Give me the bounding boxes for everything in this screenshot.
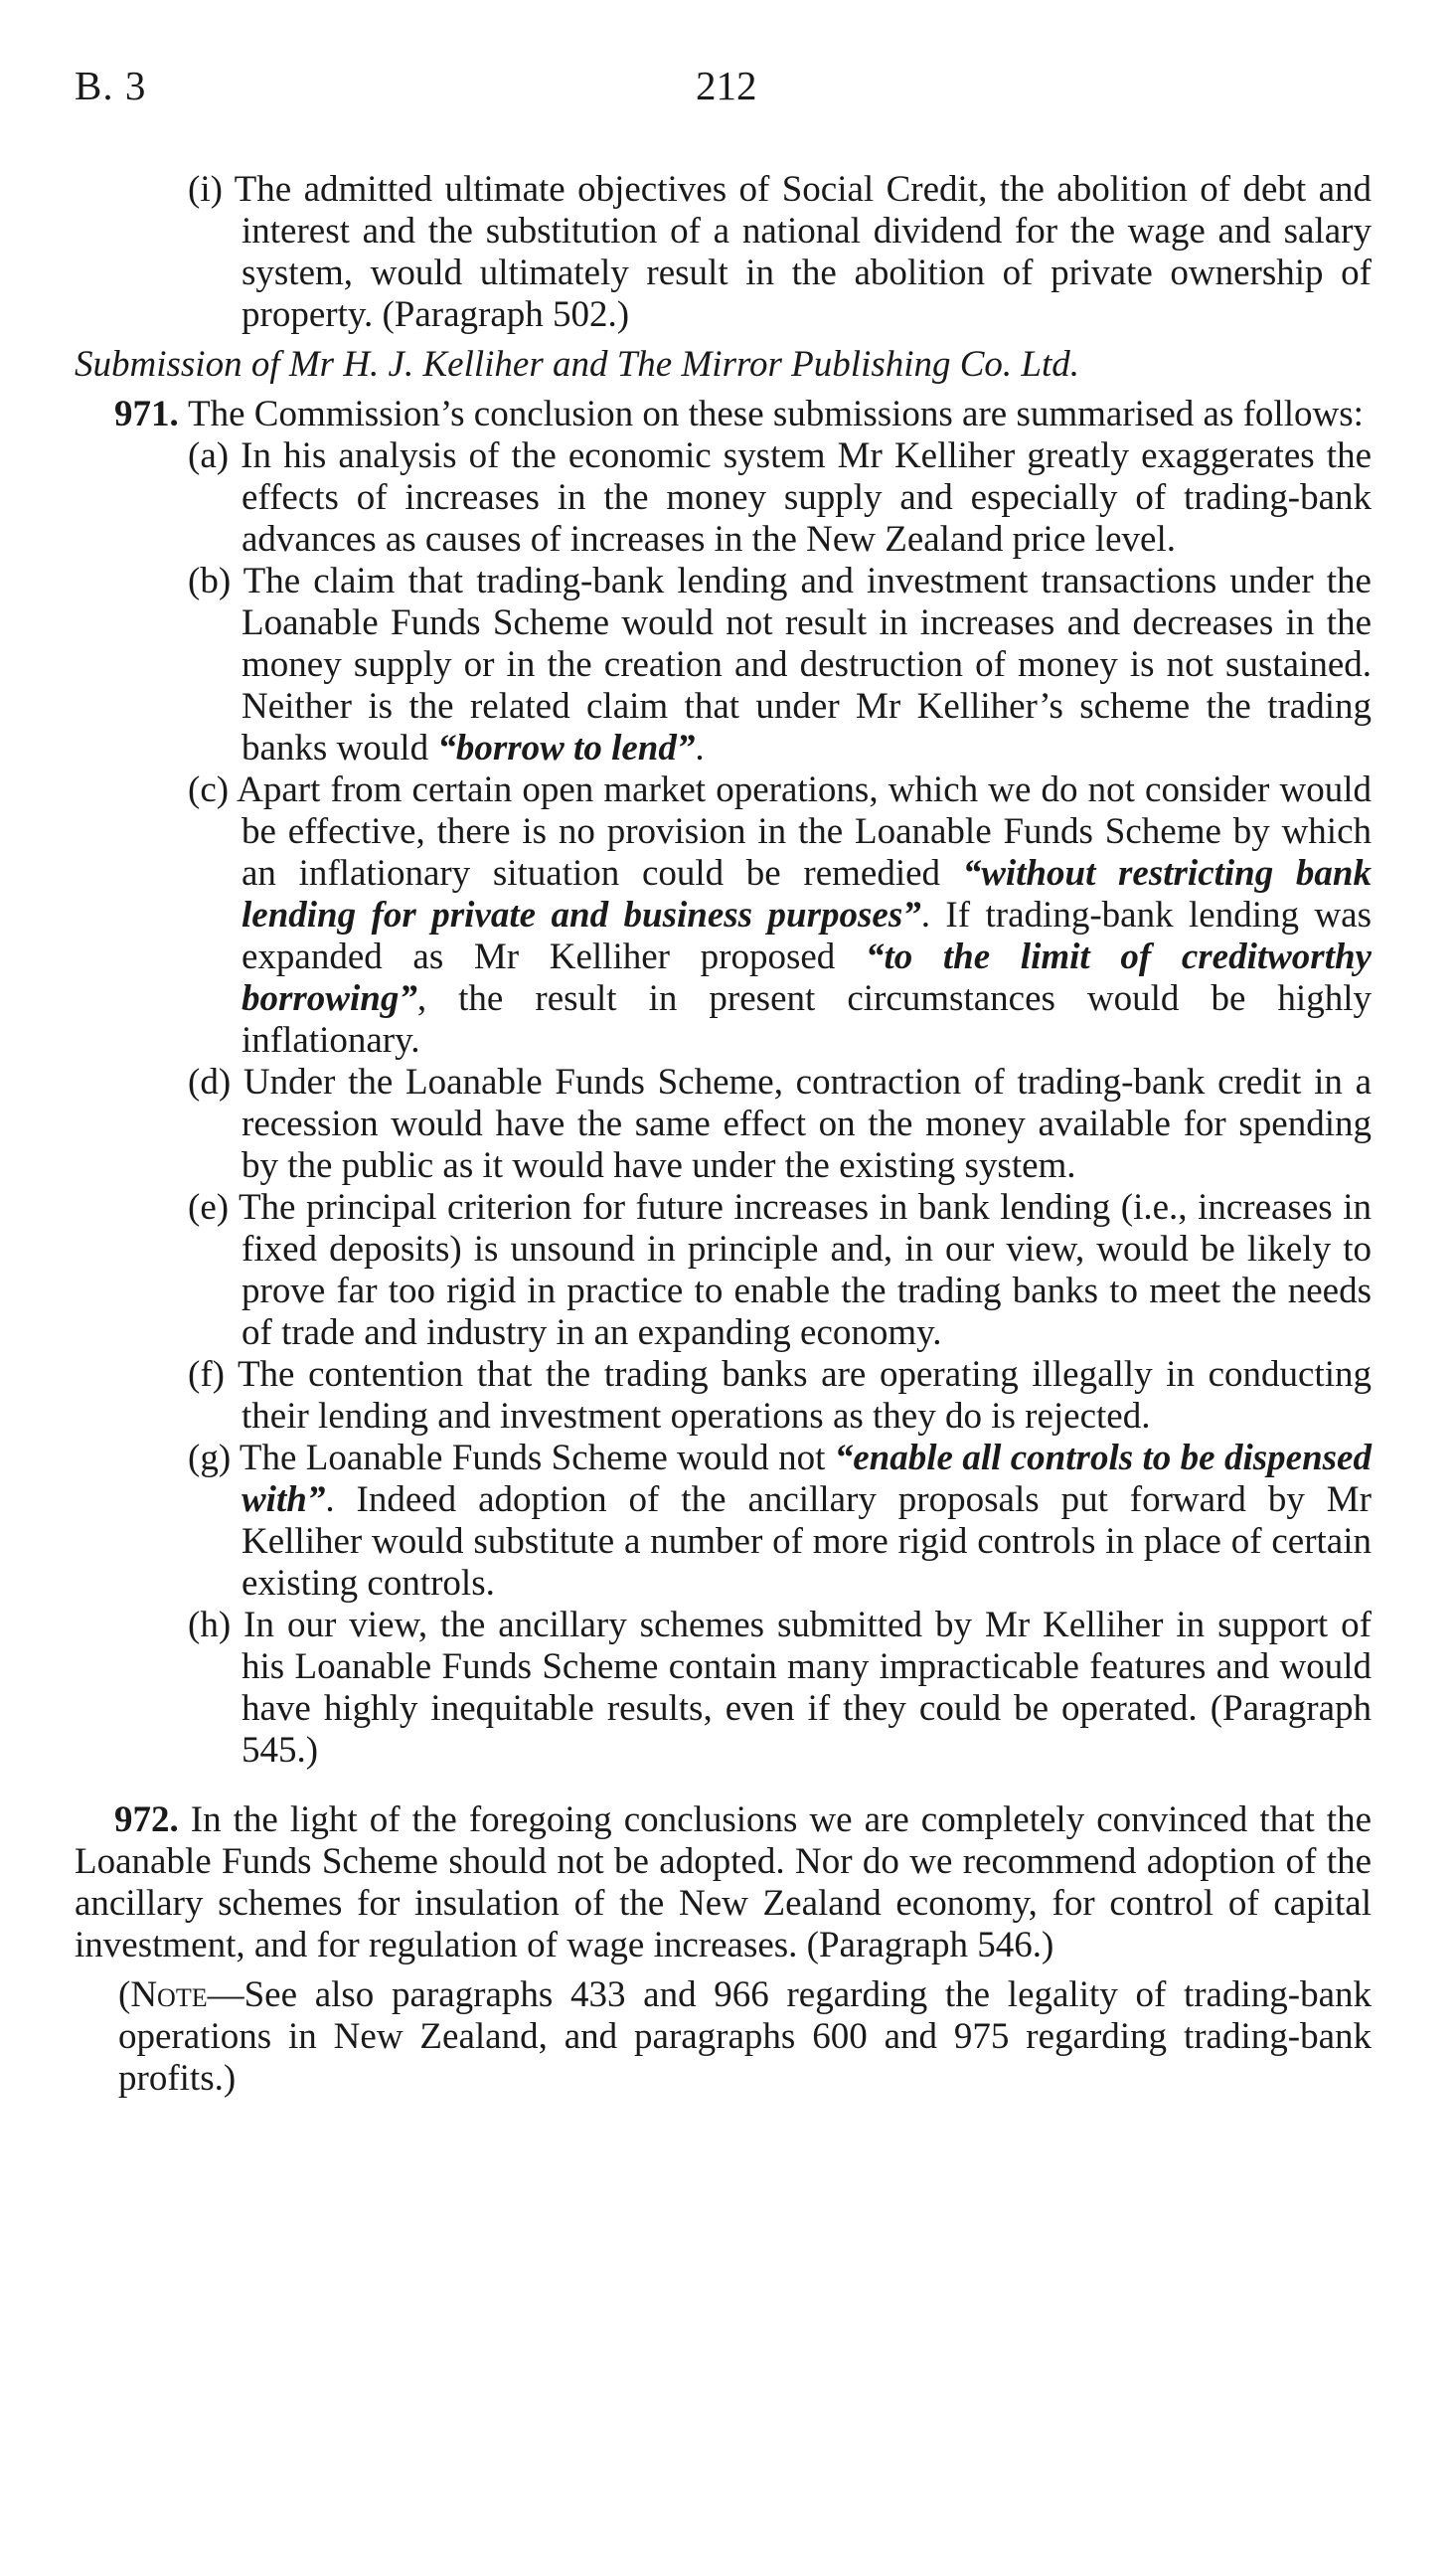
list-item-text-end: . Indeed adoption of the ancillary proposals put forward by Mr Kelliher would substitute a number of more rigid controls in place of certain existing controls. [242, 1479, 1372, 1604]
paragraph-number: 971. [114, 394, 188, 434]
list-item-text: The admitted ultimate objectives of Social Credit, the abolition of debt and interest and the substitution of a national dividend for the wage and salary system, would ultimately result in the abolition of private ownership of property. (Paragraph 502.) [234, 169, 1372, 335]
paragraph-text: The Commission’s conclusion on these submissions are summarised as follows: [188, 394, 1364, 434]
list-item-text: Under the Loanable Funds Scheme, contraction of trading-bank credit in a recession would have the same effect on the money available for spending by the public as it would have under the existing system. [242, 1062, 1373, 1186]
list-item-b [75, 561, 1372, 769]
list-item-label: (d) [188, 1062, 232, 1103]
list-item-text: The Loanable Funds Scheme would not [239, 1438, 835, 1478]
list-item-f [75, 1354, 1372, 1438]
paragraph-text: In the light of the foregoing conclusions we are completely convinced that the Loanable Funds Scheme should not be adopted. Nor do we recommend adoption of the ancillary schemes for insulation of the New Zealand economy, for control of capital investment, and for regulation of wage increases. (Paragraph 546.) [75, 1799, 1373, 1965]
paragraph-number: 972. [114, 1799, 191, 1840]
list-item-label: (c) [188, 769, 230, 810]
list-item-text: The contention that the trading banks are operating illegally in conducting their lending and investment operations as they do is rejected. [237, 1354, 1372, 1437]
list-item-c [75, 769, 1372, 1062]
list-item-d [75, 1062, 1372, 1187]
paragraph-971 [75, 394, 1372, 435]
page-header [75, 62, 1381, 121]
note-text: —See also paragraphs 433 and 966 regarding the legality of trading-bank operations in New Zealand, and paragraphs 600 and 975 regarding trading-bank profits.) [118, 1974, 1372, 2099]
list-item-text: The claim that trading-bank lending and investment transactions under the Loanable Funds Scheme would not result in increases and decreases in the money supply or in the creation and destruction of money is not sustained. Neither is the related claim that under Mr Kelliher’s scheme the trading banks would [242, 561, 1372, 768]
list-item-label: (g) [188, 1438, 232, 1478]
list-item-text-end: , the result in present circumstances would be highly inflationary. [242, 978, 1372, 1061]
note-open-paren: ( [118, 1974, 131, 2015]
list-item-h [75, 1605, 1372, 1772]
list-item-label: (e) [188, 1187, 230, 1228]
list-item-text-mid: . If trading-bank lending was expanded as Mr Kelliher proposed [242, 895, 1372, 977]
list-item-label: (a) [188, 435, 230, 476]
list-item-i [75, 169, 1372, 336]
section-subheading: Submission of Mr H. J. Kelliher and The Mirror Publishing Co. Ltd. [75, 344, 1080, 385]
body-text [75, 169, 1372, 2100]
list-item-text-end: . [695, 728, 705, 768]
report-code: B. 3 [75, 63, 147, 108]
quotation: “without restricting bank lending for private and business purposes” [242, 853, 1372, 936]
list-item-e [75, 1187, 1372, 1354]
list-item-text: The principal criterion for future increases in bank lending (i.e., increases in fixed deposits) is unsound in principle and, in our view, would be likely to prove far too rigid in practice to enable the trading banks to meet the needs of trade and industry in an expanding economy. [238, 1187, 1372, 1353]
paragraph-972 [75, 1799, 1372, 1966]
list-item-text: In his analysis of the economic system Mr Kelliher greatly exaggerates the effects of increases in the money supply and especially of trading-bank advances as causes of increases in the New Zealand price level. [241, 435, 1372, 560]
quotation: “borrow to lend” [437, 728, 696, 768]
list-item-a [75, 435, 1372, 561]
list-item-label: (h) [188, 1605, 232, 1645]
list-item-label: (i) [188, 169, 223, 210]
page-number: 212 [696, 63, 757, 108]
note-heading: Note [130, 1974, 208, 2015]
list-item-g [75, 1438, 1372, 1605]
list-item-text: Apart from certain open market operations, which we do not consider would be effective, there is no provision in the Loanable Funds Scheme by which an inflationary situation could be remedied [237, 769, 1372, 894]
quotation: “enable all controls to be dispensed with” [242, 1438, 1372, 1520]
list-item-label: (f) [188, 1354, 225, 1395]
list-item-label: (b) [188, 561, 232, 601]
note [75, 1974, 1372, 2100]
quotation: “to the limit of creditworthy borrowing” [242, 937, 1372, 1019]
list-item-text: In our view, the ancillary schemes submitted by Mr Kelliher in support of his Loanable Funds Scheme contain many impracticable features and would have highly inequitable results, even if they could be operated. (Paragraph 545.) [242, 1605, 1373, 1771]
